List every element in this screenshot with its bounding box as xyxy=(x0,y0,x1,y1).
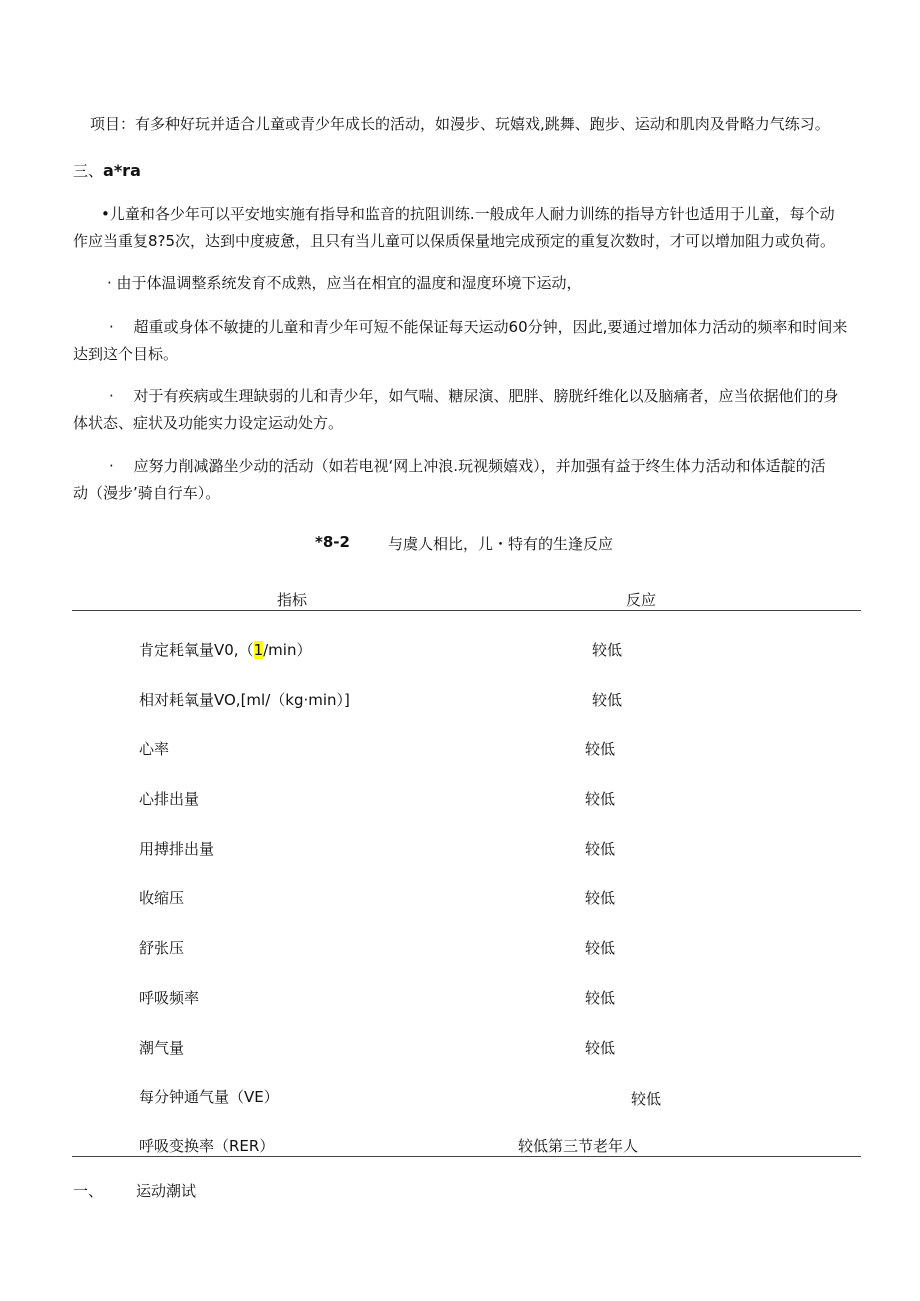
table-row-label: 潮气量 xyxy=(139,1039,185,1057)
section-heading-1-title: 运动潮试 xyxy=(136,1182,197,1200)
table-row-value: 较低 xyxy=(592,641,623,659)
section-title: a*ra xyxy=(103,161,141,180)
bullet-paragraph xyxy=(73,314,863,368)
table-row-label xyxy=(139,639,311,660)
table-header-indicator: 指标 xyxy=(277,591,308,609)
table-row-value: 较低 xyxy=(585,740,616,758)
table-row-label: 心排出量 xyxy=(139,790,200,808)
bullet-paragraph xyxy=(73,201,863,255)
highlighted-text: 1 xyxy=(253,641,264,659)
bullet-paragraph xyxy=(73,383,863,437)
table-row-label: 相对耗氧量VO,[ml/（kg·min）] xyxy=(139,691,350,709)
intro-paragraph: 项目：有多种好玩并适合儿童或青少年成长的活动，如漫步、玩嬉戏,跳舞、跑步、运动和肌肉及骨略力气练习。 xyxy=(90,115,830,133)
caption-number: *8-2 xyxy=(315,533,350,551)
paragraph-line: · 由于体温调整系统发育不成熟，应当在相宜的温度和湿度环境下运动， xyxy=(107,274,582,292)
table-row-label: 收缩压 xyxy=(139,889,185,907)
bullet-paragraph xyxy=(73,270,863,297)
table-caption-number xyxy=(315,533,350,551)
table-row-label: 呼吸频率 xyxy=(139,989,200,1007)
table-row-value: 较低 xyxy=(585,1039,616,1057)
paragraph-line: 体状态、症状及功能实力设定运动处方。 xyxy=(73,414,344,432)
paragraph-line: 达到这个目标。 xyxy=(73,345,179,363)
paragraph-line: · 应努力削减潞坐少动的活动（如若电视‘网上冲浪.玩视频嬉戏），并加强有益于终生体力活动和体适靛的活 xyxy=(109,457,826,475)
table-row-value: 较低 xyxy=(631,1090,662,1108)
table-row-label: 心率 xyxy=(139,740,170,758)
table-row-value: 较低第三节老年人 xyxy=(518,1137,639,1155)
table-row-value: 较低 xyxy=(585,989,616,1007)
table-row-value: 较低 xyxy=(585,840,616,858)
table-header-response: 反应 xyxy=(626,591,657,609)
label-text: 肯定耗氧量V0,（ xyxy=(139,641,254,659)
section-number: 三、 xyxy=(73,162,104,180)
table-row-label: 呼吸变换率（RER） xyxy=(139,1137,275,1155)
table-row-label: 舒张压 xyxy=(139,939,185,957)
table-row-value: 较低 xyxy=(592,691,623,709)
table-row-value: 较低 xyxy=(585,790,616,808)
table-bottom-rule xyxy=(72,1156,861,1157)
table-row-label: 每分钟通气量（VE） xyxy=(139,1088,279,1106)
paragraph-line: •儿童和各少年可以平安地实施有指导和监音的抗阻训练.一般成年人耐力训练的指导方针也适用于儿童，每个动 xyxy=(101,205,835,223)
table-row-value: 较低 xyxy=(585,889,616,907)
paragraph-line: · 对于有疾病或生理缺弱的儿和青少年，如气喘、糖尿演、肥胖、膀胱纤维化以及脑痛者，应当依据他们的身 xyxy=(109,387,839,405)
label-text: /min） xyxy=(263,641,312,659)
paragraph-line: 动（漫步’骑自行车）。 xyxy=(73,484,221,502)
paragraph-line: 作应当重复8?5次，达到中度疲惫，且只有当儿童可以保质保量地完成预定的重复次数时，才可以增加阻力或负荷。 xyxy=(73,232,836,250)
paragraph-line: · 超重或身体不敏捷的儿童和青少年可短不能保证每天运动60分钟，因此,要通过增加体力活动的频率和时间来 xyxy=(109,318,848,336)
table-caption-text: 与虞人相比，儿・特有的生逢反应 xyxy=(388,535,614,553)
table-row-value: 较低 xyxy=(585,939,616,957)
table-top-rule xyxy=(72,610,861,611)
bullet-paragraph xyxy=(73,453,863,507)
section-heading-1-number: 一、 xyxy=(73,1182,104,1200)
section-heading-3 xyxy=(73,160,141,181)
table-row-label: 用搏排出量 xyxy=(139,840,215,858)
